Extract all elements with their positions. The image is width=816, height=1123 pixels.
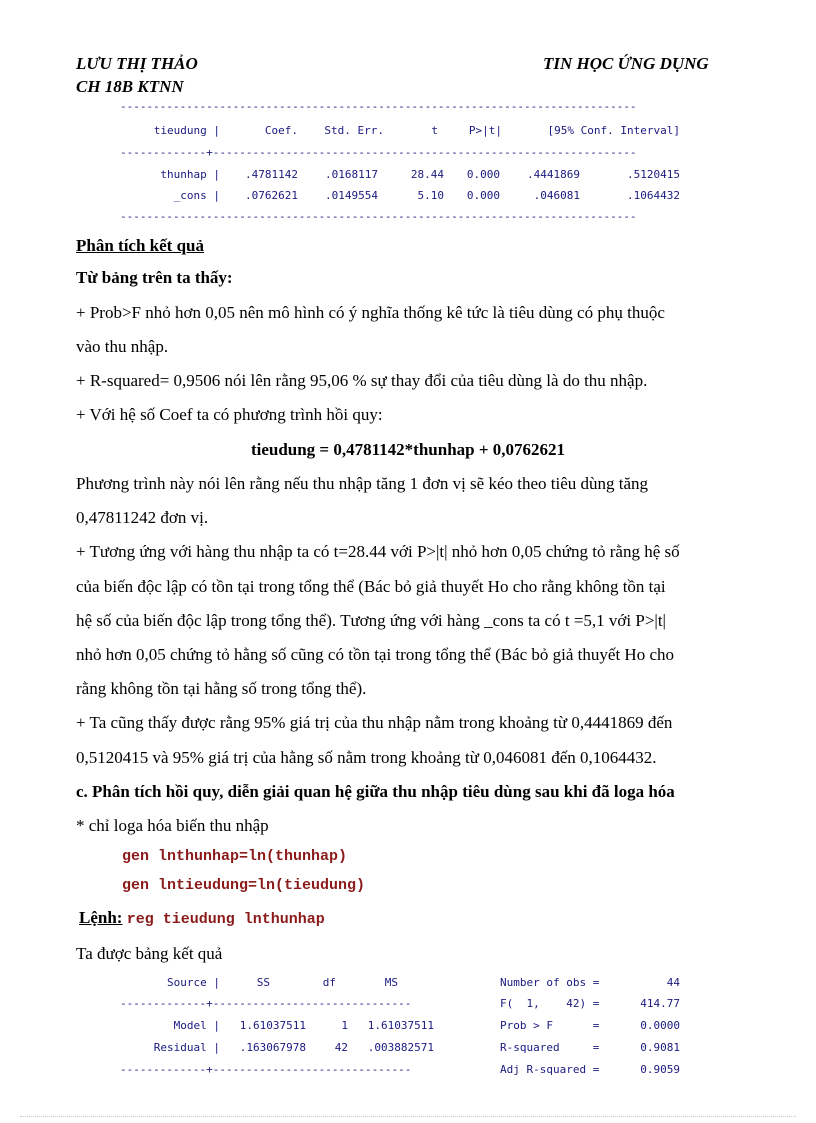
author-name: LƯU THỊ THẢO	[76, 54, 198, 73]
analysis-title: Phân tích kết quả	[76, 236, 204, 255]
paragraph-line: của biến độc lập có tồn tại trong tổng thể (Bác bỏ giả thuyết Ho cho rằng không tồn tại	[76, 577, 666, 596]
table2-separator-bottom: -------------+------------------------------	[120, 1063, 412, 1076]
table1-row-lo: .046081	[533, 189, 580, 202]
table2-row-df: 1	[341, 1019, 348, 1032]
stat-value: 0.9059	[640, 1063, 680, 1076]
subject-title: TIN HỌC ỨNG DỤNG	[543, 54, 709, 73]
command-line: gen lntieudung=ln(tieudung)	[122, 877, 366, 894]
table1-row-coef: .0762621	[245, 189, 298, 202]
table1-row-lo: .4441869	[527, 168, 580, 181]
table1-head-coef: Coef.	[264, 124, 298, 137]
table1-head-t: t	[431, 124, 438, 137]
table1-head-col0: tieudung |	[153, 124, 220, 137]
stat-value: 0.0000	[640, 1019, 680, 1032]
note-line: * chỉ loga hóa biến thu nhập	[76, 816, 269, 835]
table1-row-hi: .1064432	[627, 189, 680, 202]
stat-value: 414.77	[640, 997, 680, 1010]
result-label: Ta được bảng kết quả	[76, 944, 223, 963]
table1-dash-bottom: ------------------------------------------------------------------------------	[120, 210, 637, 223]
paragraph-line: + R-squared= 0,9506 nói lên rằng 95,06 % sự thay đổi của tiêu dùng là do thu nhập.	[76, 371, 648, 390]
lenh-line	[79, 908, 325, 930]
paragraph-line: Phương trình này nói lên rằng nếu thu nhập tăng 1 đơn vị sẽ kéo theo tiêu dùng tăng	[76, 474, 649, 493]
table1-head-p: P>|t|	[468, 124, 502, 137]
table2-head-ss: SS	[256, 976, 270, 989]
table1-row-t: 5.10	[417, 189, 444, 202]
paragraph-line: vào thu nhập.	[76, 337, 169, 356]
table1-row-name: thunhap |	[160, 168, 220, 181]
table1-row-p: 0.000	[466, 168, 500, 181]
command-line: gen lnthunhap=ln(thunhap)	[122, 848, 348, 865]
stat-label: R-squared =	[500, 1041, 600, 1054]
page-footer-rule	[20, 1116, 796, 1117]
table1-head-se: Std. Err.	[324, 124, 384, 137]
table1-row-name: _cons |	[173, 189, 220, 202]
table1-row-coef: .4781142	[245, 168, 298, 181]
lenh-label: Lệnh:	[79, 908, 123, 927]
table2-row-ss: .163067978	[239, 1041, 306, 1054]
paragraph-line: rằng không tồn tại hằng số trong tổng thể).	[76, 679, 367, 698]
equation-left: tieudung = 0,4781142*thunhap	[250, 440, 475, 459]
class-code: CH 18B KTNN	[76, 77, 184, 96]
paragraph-line: hệ số của biến độc lập trong tổng thể). Tương ứng với hàng _cons ta có t =5,1 với P>|t|	[76, 611, 666, 630]
table2-row-df: 42	[334, 1041, 348, 1054]
paragraph-line: + Với hệ số Coef ta có phương trình hồi quy:	[76, 405, 383, 424]
section-c-heading: c. Phân tích hồi quy, diễn giải quan hệ giữa thu nhập tiêu dùng sau khi đã loga hóa	[76, 782, 675, 801]
paragraph-line: + Tương ứng với hàng thu nhập ta có t=28.44 với P>|t| nhỏ hơn 0,05 chứng tỏ rằng hệ số	[76, 542, 680, 561]
table1-row-se: .0149554	[325, 189, 378, 202]
table1-row-p: 0.000	[466, 189, 500, 202]
table1-row-t: 28.44	[410, 168, 444, 181]
stat-value: 0.9081	[640, 1041, 680, 1054]
table2-head-df: df	[322, 976, 336, 989]
stat-label: F( 1, 42) =	[500, 997, 600, 1010]
table2-head-source: Source |	[167, 976, 220, 989]
table2-row-ms: 1.61037511	[367, 1019, 434, 1032]
table1-head-ci: [95% Conf. Interval]	[547, 124, 680, 137]
lenh-command: reg tieudung lnthunhap	[126, 911, 325, 928]
paragraph-line: + Prob>F nhỏ hơn 0,05 nên mô hình có ý nghĩa thống kê tức là tiêu dùng có phụ thuộc	[76, 303, 665, 322]
table1-dash-top: ------------------------------------------------------------------------------	[120, 100, 637, 113]
table2-row-ss: 1.61037511	[239, 1019, 306, 1032]
stat-label: Adj R-squared =	[500, 1063, 600, 1076]
table1-row-se: .0168117	[325, 168, 378, 181]
table2-row-name: Model |	[173, 1019, 220, 1032]
equation-right: + 0,0762621	[474, 440, 566, 459]
table2-separator: -------------+------------------------------	[120, 997, 412, 1010]
paragraph-line: 0,47811242 đơn vị.	[76, 508, 209, 527]
paragraph-line: nhỏ hơn 0,05 chứng tỏ hằng số cũng có tồn tại trong tổng thể (Bác bỏ giả thuyết Ho cho	[76, 645, 674, 664]
stat-label: Prob > F =	[500, 1019, 600, 1032]
table1-row-hi: .5120415	[627, 168, 680, 181]
paragraph-line: 0,5120415 và 95% giá trị của hằng số nằm trong khoảng từ 0,046081 đến 0,1064432.	[76, 748, 657, 767]
from-table-heading: Từ bảng trên ta thấy:	[76, 268, 233, 287]
table2-row-ms: .003882571	[367, 1041, 434, 1054]
stat-value: 44	[666, 976, 680, 989]
regression-equation	[0, 440, 816, 460]
table1-separator: -------------+----------------------------------------------------------------	[120, 146, 637, 159]
stat-label: Number of obs =	[500, 976, 600, 989]
table2-head-ms: MS	[384, 976, 398, 989]
paragraph-line: + Ta cũng thấy được rằng 95% giá trị của thu nhập nằm trong khoảng từ 0,4441869 đến	[76, 713, 673, 732]
table2-row-name: Residual |	[153, 1041, 220, 1054]
